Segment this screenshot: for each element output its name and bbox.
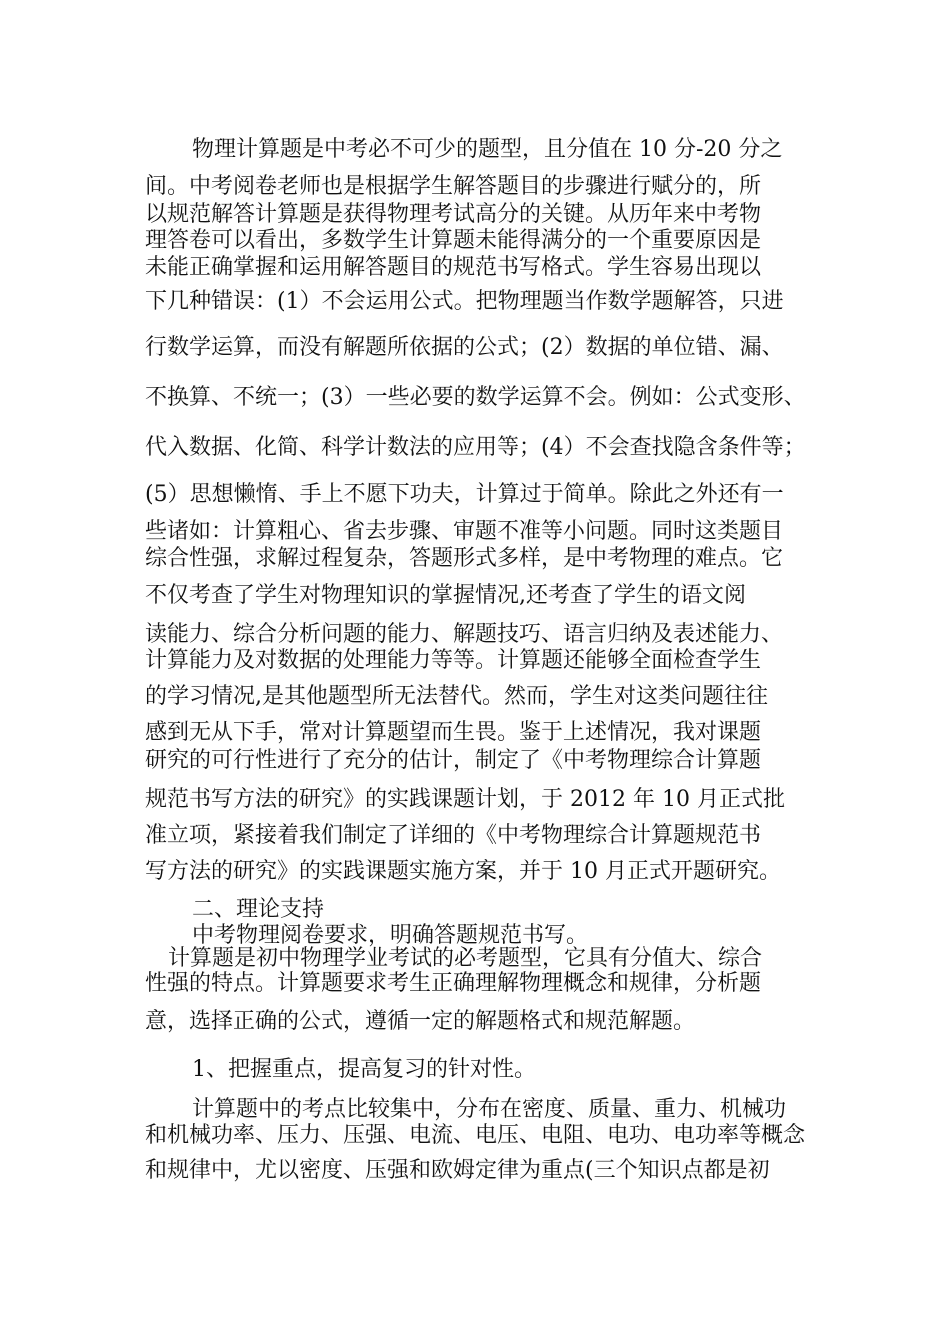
- paragraph-line: 计算能力及对数据的处理能力等等。计算题还能够全面检查学生: [145, 648, 762, 673]
- paragraph-line: 间。中考阅卷老师也是根据学生解答题目的步骤进行赋分的，所: [145, 174, 762, 199]
- paragraph-line: 研究的可行性进行了充分的估计，制定了《中考物理综合计算题: [145, 748, 762, 773]
- paragraph-line: 计算题是初中物理学业考试的必考题型，它具有分值大、综合: [168, 946, 763, 971]
- paragraph-line: 感到无从下手，常对计算题望而生畏。鉴于上述情况，我对课题: [145, 720, 762, 745]
- paragraph-line: 性强的特点。计算题要求考生正确理解物理概念和规律，分析题: [145, 971, 762, 996]
- paragraph-line: 读能力、综合分析问题的能力、解题技巧、语言归纳及表述能力、: [145, 622, 784, 647]
- paragraph-line: 准立项，紧接着我们制定了详细的《中考物理综合计算题规范书: [145, 823, 762, 848]
- paragraph-line: 行数学运算，而没有解题所依据的公式；(2）数据的单位错、漏、: [145, 335, 784, 360]
- section-heading: 二、理论支持: [192, 897, 325, 922]
- paragraph-line: 写方法的研究》的实践课题实施方案，并于 10 月正式开题研究。: [145, 859, 781, 884]
- paragraph-line: 不仅考查了学生对物理知识的掌握情况,还考查了学生的语文阅: [145, 583, 746, 608]
- paragraph-line: 些诸如：计算粗心、省去步骤、审题不准等小问题。同时这类题目: [145, 519, 784, 544]
- paragraph-line: 和机械功率、压力、压强、电流、电压、电阻、电功、电功率等概念: [145, 1123, 806, 1148]
- paragraph-line: (5）思想懒惰、手上不愿下功夫，计算过于简单。除此之外还有一: [145, 482, 784, 507]
- paragraph-line: 下几种错误：(1）不会运用公式。把物理题当作数学题解答，只进: [145, 289, 784, 314]
- paragraph-line: 不换算、不统一；(3）一些必要的数学运算不会。例如：公式变形、: [145, 385, 806, 410]
- paragraph-line: 物理计算题是中考必不可少的题型，且分值在 10 分-20 分之: [192, 137, 783, 162]
- subsection-heading: 1、把握重点，提高复习的针对性。: [192, 1057, 536, 1082]
- paragraph-line: 未能正确掌握和运用解答题目的规范书写格式。学生容易出现以: [145, 255, 762, 280]
- paragraph-line: 意，选择正确的公式，遵循一定的解题格式和规范解题。: [145, 1009, 696, 1034]
- paragraph-line: 和规律中，尤以密度、压强和欧姆定律为重点(三个知识点都是初: [145, 1158, 770, 1183]
- paragraph-line: 综合性强，求解过程复杂，答题形式多样，是中考物理的难点。它: [145, 546, 784, 571]
- paragraph-line: 的学习情况,是其他题型所无法替代。然而，学生对这类问题往往: [145, 684, 768, 709]
- paragraph-line: 以规范解答计算题是获得物理考试高分的关键。从历年来中考物: [145, 202, 762, 227]
- paragraph-line: 计算题中的考点比较集中，分布在密度、质量、重力、机械功: [192, 1097, 787, 1122]
- paragraph-line: 代入数据、化简、科学计数法的应用等；(4）不会查找隐含条件等；: [145, 435, 806, 460]
- paragraph-line: 规范书写方法的研究》的实践课题计划，于 2012 年 10 月正式批: [145, 787, 785, 812]
- paragraph-line: 中考物理阅卷要求，明确答题规范书写。: [192, 923, 589, 948]
- paragraph-line: 理答卷可以看出，多数学生计算题未能得满分的一个重要原因是: [145, 228, 762, 253]
